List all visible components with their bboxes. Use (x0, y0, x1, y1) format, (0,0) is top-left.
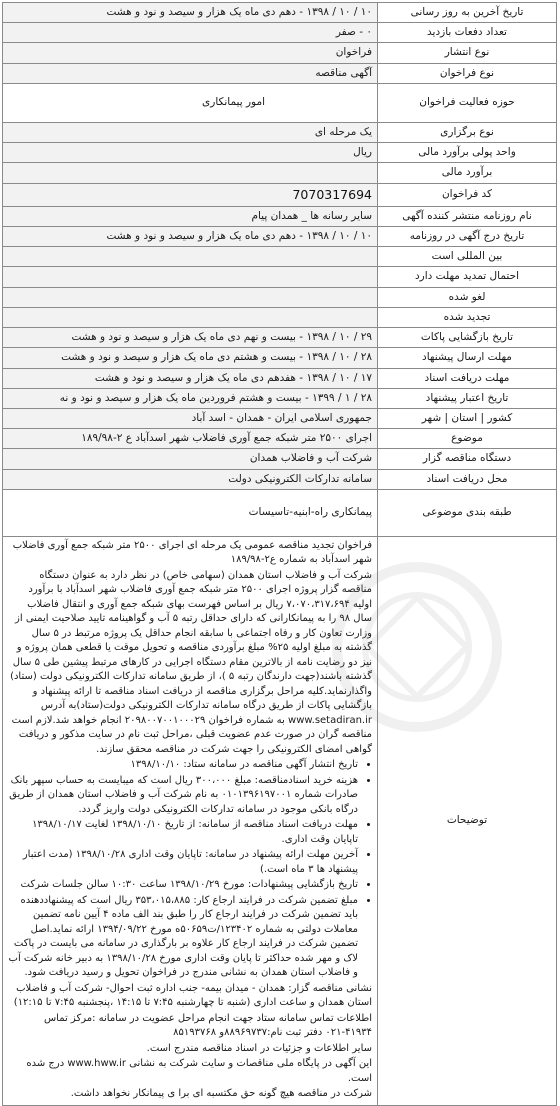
row-submit-deadline (3, 348, 557, 368)
row-international (3, 247, 557, 267)
field-label: محل دریافت اسناد (378, 469, 557, 489)
location-value: جمهوری اسلامی ایران - همدان - اسد آباد (3, 408, 378, 428)
list-item: • مبلغ تضمین شرکت در فرایند ارجاع کار: ۳۵۳،۰۱۵،۸۸۵ ریال است که پیشنهاددهنده باید تضمین شرکت در فرایند ارجاع کار را طبق بند الف ماده ۴ آیین نامه تضمین معاملات دولتی به شماره ۱۲۳۴۰۲/ت۵۰۶۵۹ه مورخ ۱۳۹۴/۰۹/۲۲ ارائه نماید.اصل تضمین شرکت در فرایند ارجاع کار علاوه بر بارگذاری در سامانه می بایست در پاکت لاک و مهر شده حداکثر تا پایان وقت اداری مورخ ۱۳۹۸/۱۰/۲۸ به دبیر خانه شرکت آب و فاضلاب استان همدان به نشانی مندرج در فراخوان تحویل و رسید دریافت شود. (8, 894, 358, 981)
field-label: کشور | استان | شهر (378, 408, 557, 428)
field-label: احتمال تمدید مهلت دارد (378, 267, 557, 287)
field-label: تاریخ آخرین به روز رسانی (378, 3, 557, 23)
visit-count-value: ۰ - صفر (3, 23, 378, 43)
subject-value: اجرای ۲۵۰۰ متر شبکه جمع آوری فاضلاب شهر اسدآباد ع ۲-۱۸۹/۹۸ (3, 429, 378, 449)
field-label: مهلت ارسال پیشنهاد (378, 348, 557, 368)
tender-details-container (2, 2, 557, 1106)
field-label: کد فراخوان (378, 183, 557, 206)
row-visit-count (3, 23, 557, 43)
row-offer-validity (3, 388, 557, 408)
call-type-value: آگهی مناقصه (3, 63, 378, 83)
row-docs-deadline (3, 368, 557, 388)
field-label: مهلت دریافت اسناد (378, 368, 557, 388)
field-label: طبقه بندی موضوعی (378, 489, 557, 536)
field-label: نوع انتشار (378, 43, 557, 63)
renewed-value (3, 307, 378, 327)
row-call-code (3, 183, 557, 206)
docs-deadline-value: ۱۷ / ۱۰ / ۱۳۹۸ - هفدهم دی ماه یک هزار و سیصد و نود و هشت (3, 368, 378, 388)
description-disclaimer: شرکت در مناقصه هیچ گونه حق مکتسبه ای برا ی پیمانکار نخواهد داشت. (70, 1088, 372, 1100)
currency-value: ریال (3, 143, 378, 163)
list-item: • آخرین مهلت ارائه پیشنهاد در سامانه: تاپایان وقت اداری ۱۳۹۸/۱۰/۲۸ (مدت اعتبار پیشنهاد ها ۳ ماه است.) (8, 848, 358, 877)
field-label: نام روزنامه منتشر کننده آگهی (378, 206, 557, 226)
estimate-value (3, 163, 378, 183)
row-publish-type (3, 43, 557, 63)
organizer-value: شرکت آب و فاضلاب همدان (3, 449, 378, 469)
row-newspaper (3, 206, 557, 226)
description-more-info: سایر اطلاعات و جزئیات در اسناد مناقصه مندرج است. (146, 1042, 372, 1054)
list-item: • تاریخ انتشار آگهی مناقصه در سامانه ستاد: ۱۳۹۸/۱۰/۱۰ (8, 758, 358, 773)
row-currency (3, 143, 557, 163)
description-address: نشانی مناقصه گزار: همدان - میدان بیمه- جنب اداره ثبت احوال- شرکت آب و فاضلاب استان همدان و ساعت اداری (شنبه تا چهارشنبه ۷:۴۵ تا ۱۴:۱۵ ،پنجشنبه ۷:۴۵ تا ۱۲:۱۵) (13, 982, 372, 1009)
list-item: • مهلت دریافت اسناد مناقصه از سامانه: از تاریخ ۱۳۹۸/۱۰/۱۰ لغایت ۱۳۹۸/۱۰/۱۷ تاپایان وقت اداری. (8, 818, 358, 847)
field-label: تعداد دفعات بازدید (378, 23, 557, 43)
field-label: توضیحات (378, 536, 557, 1105)
description-website: این آگهی در پایگاه ملی مناقصات و سایت شرکت به نشانی www.hww.ir درج شده است. (26, 1058, 372, 1084)
field-label: تاریخ بازگشایی پاکات (378, 328, 557, 348)
row-activity-area (3, 83, 557, 122)
offer-validity-value: ۲۸ / ۱ / ۱۳۹۹ - بیست و هشتم فروردین ماه یک هزار و سیصد و نود و نه (3, 388, 378, 408)
newspaper-date-value: ۱۰ / ۱۰ / ۱۳۹۸ - دهم دی ماه یک هزار و سیصد و نود و هشت (3, 226, 378, 246)
call-code-number: 7070317694 (292, 186, 372, 202)
description-contact: اطلاعات تماس سامانه ستاد جهت انجام مراحل عضویت در سامانه :مرکز تماس ۴۱۹۳۴-۰۲۱ دفتر ثبت نام:۸۸۹۶۹۷۳۷و ۸۵۱۹۳۷۶۸ (43, 1012, 372, 1039)
row-description (3, 536, 557, 1105)
docs-location-value: سامانه تدارکات الکترونیکی دولت (3, 469, 378, 489)
row-subject (3, 429, 557, 449)
field-label: نوع برگزاری (378, 122, 557, 142)
row-extension (3, 267, 557, 287)
field-label: تجدید شده (378, 307, 557, 327)
row-organizer (3, 449, 557, 469)
activity-area-value: امور پیمانکاری (3, 83, 378, 122)
holding-type-value: یک مرحله ای (3, 122, 378, 142)
row-call-type (3, 63, 557, 83)
opening-date-value: ۲۹ / ۱۰ / ۱۳۹۸ - بیست و نهم دی ماه یک هزار و سیصد و نود و هشت (3, 328, 378, 348)
description-body (3, 536, 378, 1105)
row-opening-date (3, 328, 557, 348)
field-label: تاریخ درج آگهی در روزنامه (378, 226, 557, 246)
row-newspaper-date (3, 226, 557, 246)
list-item: • هزینه خرید اسنادمناقصه: مبلغ ۳۰۰،۰۰۰ ریال است که میبایست به حساب سپهر بانک صادرات شماره ۰۱۰۱۳۹۶۱۹۷۰۰۱ به نام شرکت آب و فاضلاب استان همدان از طریق درگاه بانکی موجود در سامانه تدارکات الکترونیکی دولت واریز گردد. (8, 774, 358, 818)
extension-value (3, 267, 378, 287)
row-location (3, 408, 557, 428)
field-label: بین المللی است (378, 247, 557, 267)
cancelled-value (3, 287, 378, 307)
description-list (8, 758, 372, 981)
list-item: • تاریخ بازگشایی پیشنهادات: مورخ ۱۳۹۸/۱۰/۲۹ ساعت ۱۰:۳۰ سالن جلسات شرکت (8, 878, 358, 893)
submit-deadline-value: ۲۸ / ۱۰ / ۱۳۹۸ - بیست و هشتم دی ماه یک هزار و سیصد و نود و هشت (3, 348, 378, 368)
row-last-update (3, 3, 557, 23)
newspaper-value: سایر رسانه ها _ همدان پیام (3, 206, 378, 226)
field-label: واحد پولی برآورد مالی (378, 143, 557, 163)
description-intro: شرکت آب و فاضلاب استان همدان (سهامی خاص) در نظر دارد به عنوان دستگاه مناقصه گزار پروژه اجرای ۲۵۰۰ متر شبکه جمع آوری فاضلاب شهر اسدآباد با برآورد اولیه ۷،۰۷۰،۳۱۷،۶۹۴ ریال بر اساس فهرست بهای شبکه جمع آوری و انتقال فاضلاب سال ۹۸ را به پیمانکارانی که دارای حداقل رتبه ۵ آب و گواهینامه تایید صلاحیت ایمنی از وزارت تعاون کار و رفاه اجتماعی با سابقه انجام حداقل یک پروژه مرتبط در ۵ سال گذشته به مبلغ اولیه ۲۵% مبلغ برآوردی مناقصه و تحویل موقت یا قطعی همان پروژه و نیز دو رضایت نامه از بالاترین مقام دستگاه اجرایی در کارهای مرتبط پیشین طی ۵ سال گذشته باشند(جهت دارندگان رتبه ۵ )، از طریق سامانه تدارکات الکترونیکی دولت (ستاد) واگذارنماید.کلیه مراحل برگزاری مناقصه از دریافت اسناد مناقصه تا ارائه پیشنهاد و بازگشایی پاکات از طریق درگاه سامانه تدارکات الکترونیکی دولت(ستاد)به آدرس www.setadiran.ir به شماره فراخوان ۲۰۹۸۰۰۷۰۰۱۰۰۰۲۹ انجام خواهد شد.لازم است مناقصه گران در صورت عدم عضویت قبلی ،مراحل ثبت نام در سایت مذکور و دریافت گواهی امضای الکترونیکی را جهت شرکت در مناقصه محقق سازند. (10, 569, 372, 755)
last-update-value: ۱۰ / ۱۰ / ۱۳۹۸ - دهم دی ماه یک هزار و سیصد و نود و هشت (3, 3, 378, 23)
row-renewed (3, 307, 557, 327)
row-estimate (3, 163, 557, 183)
tender-details-table (2, 2, 557, 1106)
field-label: حوزه فعالیت فراخوان (378, 83, 557, 122)
field-label: لغو شده (378, 287, 557, 307)
field-label: برآورد مالی (378, 163, 557, 183)
publish-type-value: فراخوان (3, 43, 378, 63)
field-label: تاریخ اعتبار پیشنهاد (378, 388, 557, 408)
description-title: فراخوان تجدید مناقصه عمومی یک مرحله ای اجرای ۲۵۰۰ متر شبکه جمع آوری فاضلاب شهر اسدآباد به شماره ع۲-۱۸۹/۹۸ (12, 539, 372, 566)
field-label: موضوع (378, 429, 557, 449)
field-label: دستگاه مناقصه گزار (378, 449, 557, 469)
call-code-value (3, 183, 378, 206)
row-category (3, 489, 557, 536)
row-cancelled (3, 287, 557, 307)
category-value: پیمانکاری راه-ابنیه-تاسیسات (3, 489, 378, 536)
field-label: نوع فراخوان (378, 63, 557, 83)
row-docs-location (3, 469, 557, 489)
international-value (3, 247, 378, 267)
row-holding-type (3, 122, 557, 142)
